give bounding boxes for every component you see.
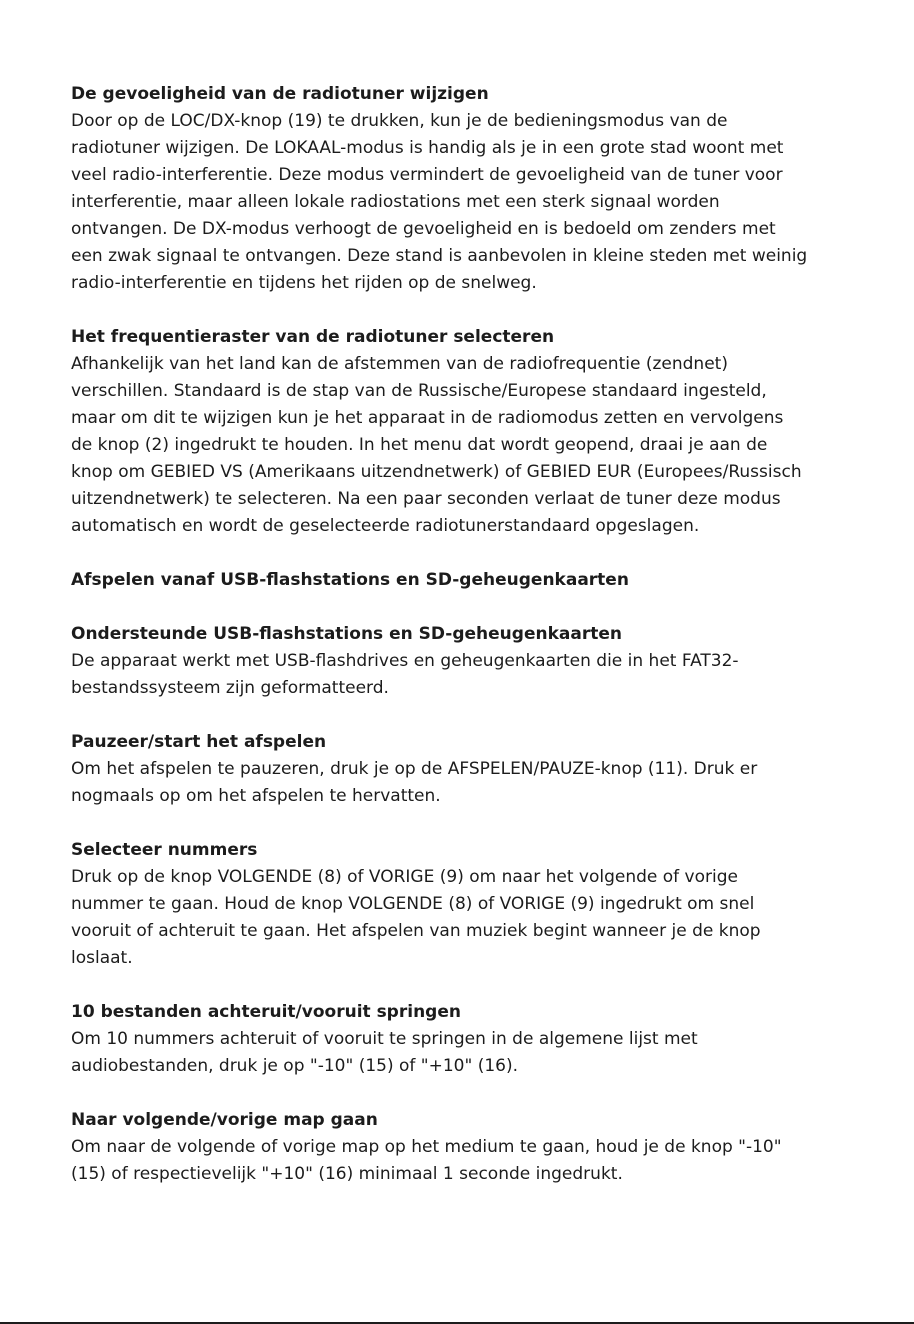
paragraph-line: uitzendnetwerk) te selecteren. Na een paar seconden verlaat de tuner deze modus (71, 489, 781, 509)
section-heading: Selecteer nummers (71, 840, 258, 860)
paragraph-line: nogmaals op om het afspelen te hervatten. (71, 786, 441, 806)
section-heading: 10 bestanden achteruit/vooruit springen (71, 1002, 461, 1022)
section-folder-navigation (71, 1107, 871, 1188)
section-heading: De gevoeligheid van de radiotuner wijzigen (71, 84, 489, 104)
paragraph-line: De apparaat werkt met USB-flashdrives en geheugenkaarten die in het FAT32- (71, 651, 739, 671)
section-tuner-sensitivity (71, 81, 871, 297)
paragraph-line: Door op de LOC/DX-knop (19) te drukken, kun je de bedieningsmodus van de (71, 111, 728, 131)
paragraph-line: Om 10 nummers achteruit of vooruit te springen in de algemene lijst met (71, 1029, 698, 1049)
paragraph-line: maar om dit te wijzigen kun je het apparaat in de radiomodus zetten en vervolgens (71, 408, 784, 428)
paragraph-line: (15) of respectievelijk "+10" (16) minimaal 1 seconde ingedrukt. (71, 1164, 623, 1184)
paragraph-line: interferentie, maar alleen lokale radiostations met een sterk signaal worden (71, 192, 720, 212)
paragraph-line: Om het afspelen te pauzeren, druk je op de AFSPELEN/PAUZE-knop (11). Druk er (71, 759, 758, 779)
section-heading: Afspelen vanaf USB-flashstations en SD-geheugenkaarten (71, 570, 629, 590)
section-pause-play (71, 729, 871, 810)
section-heading: Naar volgende/vorige map gaan (71, 1110, 378, 1130)
paragraph-line: ontvangen. De DX-modus verhoogt de gevoeligheid en is bedoeld om zenders met (71, 219, 776, 239)
paragraph-line: radio-interferentie en tijdens het rijden op de snelweg. (71, 273, 537, 293)
paragraph-line: Afhankelijk van het land kan de afstemmen van de radiofrequentie (zendnet) (71, 354, 728, 374)
paragraph-line: audiobestanden, druk je op "-10" (15) of "+10" (16). (71, 1056, 519, 1076)
paragraph-line: nummer te gaan. Houd de knop VOLGENDE (8) of VORIGE (9) ingedrukt om snel (71, 894, 755, 914)
paragraph-line: radiotuner wijzigen. De LOKAAL-modus is handig als je in een grote stad woont met (71, 138, 784, 158)
paragraph-line: veel radio-interferentie. Deze modus vermindert de gevoeligheid van de tuner voor (71, 165, 783, 185)
section-skip-ten (71, 999, 871, 1080)
paragraph-line: knop om GEBIED VS (Amerikaans uitzendnetwerk) of GEBIED EUR (Europees/Russisch (71, 462, 802, 482)
section-supported-media (71, 621, 871, 702)
section-select-tracks (71, 837, 871, 972)
paragraph-line: bestandssysteem zijn geformatteerd. (71, 678, 389, 698)
paragraph-line: de knop (2) ingedrukt te houden. In het menu dat wordt geopend, draai je aan de (71, 435, 768, 455)
paragraph-line: verschillen. Standaard is de stap van de Russische/Europese standaard ingesteld, (71, 381, 767, 401)
paragraph-line: vooruit of achteruit te gaan. Het afspelen van muziek begint wanneer je de knop (71, 921, 761, 941)
paragraph-line: automatisch en wordt de geselecteerde radiotunerstandaard opgeslagen. (71, 516, 700, 536)
section-heading: Pauzeer/start het afspelen (71, 732, 327, 752)
section-heading: Het frequentieraster van de radiotuner selecteren (71, 327, 555, 347)
paragraph-line: loslaat. (71, 948, 133, 968)
section-heading: Ondersteunde USB-flashstations en SD-geheugenkaarten (71, 624, 622, 644)
paragraph-line: een zwak signaal te ontvangen. Deze stand is aanbevolen in kleine steden met weinig (71, 246, 808, 266)
paragraph-line: Om naar de volgende of vorige map op het medium te gaan, houd je de knop "-10" (71, 1137, 782, 1157)
section-usb-sd-playback (71, 567, 871, 594)
manual-page (71, 81, 871, 1188)
section-frequency-grid (71, 324, 871, 540)
paragraph-line: Druk op de knop VOLGENDE (8) of VORIGE (9) om naar het volgende of vorige (71, 867, 738, 887)
